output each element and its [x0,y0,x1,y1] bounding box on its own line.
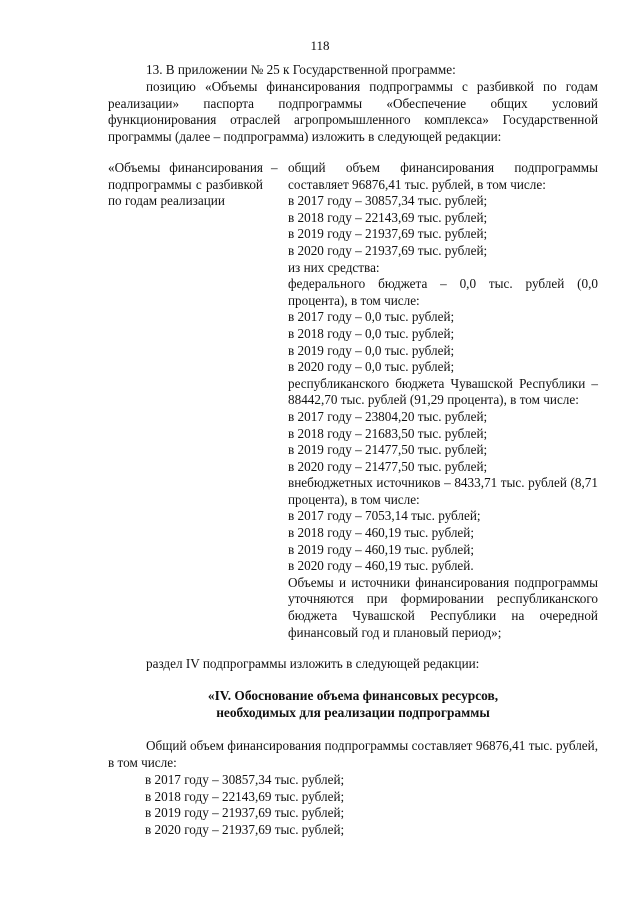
table-line: в 2019 году – 0,0 тыс. рублей; [288,342,455,358]
table-line: Объемы и источники финансирования подпрограммы уточняются при формировании республиканского бюджета Чувашской Республики на очередной финансовый год и плановый период»; [288,574,598,640]
table-line: в 2017 году – 30857,34 тыс. рублей; [288,193,488,209]
section-note: раздел IV подпрограммы изложить в следующей редакции: [146,656,480,671]
table-line: в 2019 году – 21937,69 тыс. рублей; [288,226,488,242]
section-heading [108,687,598,721]
table-line: в 2017 году – 7053,14 тыс. рублей; [288,508,481,524]
table-line: в 2018 году – 22143,69 тыс. рублей; [288,209,488,225]
body-year-line: в 2019 году – 21937,69 тыс. рублей; [145,805,345,821]
body-paragraph: Общий объем финансирования подпрограммы составляет 96876,41 тыс. рублей, в том числе: [108,738,598,770]
table-line: в 2018 году – 460,19 тыс. рублей; [288,525,474,541]
section-heading-line1: «IV. Обоснование объема финансовых ресурсов, [207,688,499,703]
table-line: в 2019 году – 21477,50 тыс. рублей; [288,442,488,458]
table-line: в 2018 году – 0,0 тыс. рублей; [288,325,455,341]
page-number: 118 [310,38,330,53]
table-line: из них средства: [288,259,380,275]
table-line: в 2019 году – 460,19 тыс. рублей; [288,541,474,557]
table-line: в 2020 году – 460,19 тыс. рублей. [288,558,474,574]
intro-paragraph: позицию «Объемы финансирования подпрограммы с разбивкой по годам реализации» паспорта подпрограммы «Обеспечение общих условий функционирования отраслей агропромышленного комплекса» Государственной программы (далее – подпрограмма) изложить в следующей редакции: [108,79,598,144]
section-heading-line2: необходимых для реализации подпрограммы [216,705,490,720]
table-line: республиканского бюджета Чувашской Республики – 88442,70 тыс. рублей (91,29 процента), в том числе: [288,375,598,408]
table-left-cell: «Объемы финансирования подпрограммы с разбивкой по годам реализации [108,160,263,209]
item-title: 13. В приложении № 25 к Государственной программе: [146,62,456,77]
table-line: общий объем финансирования подпрограммы составляет 96876,41 тыс. рублей, в том числе: [288,160,598,192]
table-right-cell [288,160,598,641]
table-line: в 2017 году – 0,0 тыс. рублей; [288,309,455,325]
body-year-line: в 2018 году – 22143,69 тыс. рублей; [145,788,345,804]
table-line: в 2017 году – 23804,20 тыс. рублей; [288,408,488,424]
table-line: внебюджетных источников – 8433,71 тыс. рублей (8,71 процента), в том числе: [288,475,598,507]
table-line: в 2018 году – 21683,50 тыс. рублей; [288,425,488,441]
body-year-line: в 2020 году – 21937,69 тыс. рублей; [145,821,345,837]
table-line: в 2020 году – 21937,69 тыс. рублей; [288,242,488,258]
body-year-line: в 2017 году – 30857,34 тыс. рублей; [145,772,345,787]
table-line: федерального бюджета – 0,0 тыс. рублей (0,0 процента), в том числе: [288,276,598,308]
table-dash: – [271,160,278,175]
table-line: в 2020 году – 21477,50 тыс. рублей; [288,458,488,474]
body-year-list [145,772,344,838]
table-line: в 2020 году – 0,0 тыс. рублей; [288,359,455,375]
